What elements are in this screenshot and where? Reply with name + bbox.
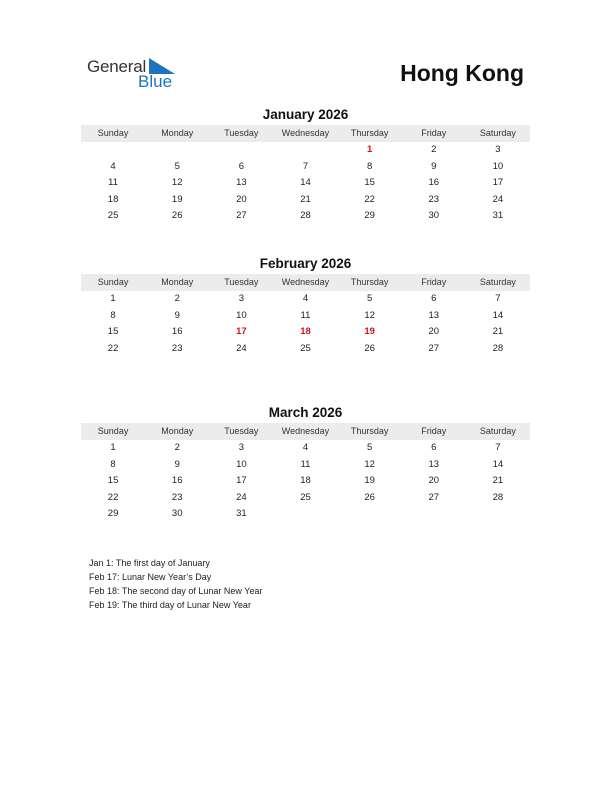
day-cell: 16 xyxy=(171,326,183,337)
day-cell: 10 xyxy=(236,309,247,321)
empty-day-cell xyxy=(402,506,466,523)
day-cell: 14 xyxy=(492,309,504,321)
empty-day-cell xyxy=(209,142,273,159)
holiday-note: Feb 19: The third day of Lunar New Year xyxy=(89,600,251,610)
day-cell: 18 xyxy=(107,193,119,205)
week-row xyxy=(81,291,530,308)
day-cell: 13 xyxy=(428,458,440,470)
week-row xyxy=(81,473,530,490)
weekday-label: Sunday xyxy=(97,128,129,138)
day-cell: 18 xyxy=(300,475,311,486)
day-cell: 26 xyxy=(171,210,183,221)
week-row xyxy=(81,440,530,457)
day-cell: 2 xyxy=(431,144,437,155)
holiday-day-cell: 18 xyxy=(300,326,311,337)
day-cell: 7 xyxy=(495,442,501,453)
weekday-label: Monday xyxy=(161,128,194,138)
month-grid xyxy=(81,440,530,523)
day-cell: 21 xyxy=(492,475,504,486)
week-row xyxy=(81,175,530,192)
generalblue-logo xyxy=(87,57,187,91)
day-cell: 27 xyxy=(236,210,247,221)
day-cell: 2 xyxy=(174,293,180,304)
day-cell: 31 xyxy=(492,210,504,221)
day-cell: 7 xyxy=(495,293,501,304)
weekday-label: Sunday xyxy=(97,426,129,436)
day-cell: 8 xyxy=(110,309,116,321)
holiday-note: Feb 17: Lunar New Year’s Day xyxy=(89,572,212,582)
day-cell: 27 xyxy=(428,342,440,354)
day-cell: 28 xyxy=(492,491,504,503)
weekday-label: Monday xyxy=(161,277,194,287)
day-cell: 9 xyxy=(174,309,180,321)
day-cell: 16 xyxy=(171,475,183,486)
day-cell: 30 xyxy=(428,210,440,221)
day-cell: 12 xyxy=(171,177,183,188)
weekday-label: Tuesday xyxy=(224,277,259,287)
day-cell: 28 xyxy=(492,342,504,354)
day-cell: 6 xyxy=(238,160,244,172)
day-cell: 22 xyxy=(107,342,119,354)
day-cell: 4 xyxy=(302,293,309,304)
day-cell: 4 xyxy=(302,442,309,453)
week-row xyxy=(81,490,530,507)
weekday-label: Thursday xyxy=(350,277,389,287)
holiday-day-cell: 1 xyxy=(366,144,373,155)
empty-day-cell xyxy=(466,506,530,523)
day-cell: 14 xyxy=(492,458,504,470)
day-cell: 22 xyxy=(364,193,375,205)
holiday-note: Feb 18: The second day of Lunar New Year xyxy=(89,586,263,596)
day-cell: 15 xyxy=(364,177,375,188)
weekday-header xyxy=(81,274,530,291)
weekday-label: Tuesday xyxy=(224,128,259,138)
week-row xyxy=(81,308,530,325)
empty-day-cell xyxy=(338,506,402,523)
weekday-label: Wednesday xyxy=(281,426,330,436)
day-cell: 3 xyxy=(238,293,244,304)
day-cell: 17 xyxy=(236,475,247,486)
day-cell: 5 xyxy=(366,293,373,304)
weekday-label: Saturday xyxy=(479,426,516,436)
weekday-header xyxy=(81,423,530,440)
day-cell: 30 xyxy=(171,508,183,519)
weekday-label: Sunday xyxy=(97,277,129,287)
day-cell: 25 xyxy=(107,210,119,221)
day-cell: 17 xyxy=(492,177,504,188)
logo-word-general: General xyxy=(87,57,147,76)
weekday-label: Monday xyxy=(161,426,194,436)
day-cell: 5 xyxy=(366,442,373,453)
day-cell: 25 xyxy=(300,342,311,354)
day-cell: 11 xyxy=(300,309,311,321)
empty-day-cell xyxy=(81,142,145,159)
day-cell: 2 xyxy=(174,442,180,453)
month-grid xyxy=(81,291,530,357)
day-cell: 21 xyxy=(492,326,504,337)
weekday-label: Friday xyxy=(421,128,447,138)
day-cell: 23 xyxy=(171,342,183,354)
day-cell: 23 xyxy=(171,491,183,503)
month-calendar-march xyxy=(81,404,530,523)
holiday-notes xyxy=(89,556,262,612)
day-cell: 15 xyxy=(107,326,119,337)
holiday-note: Jan 1: The first day of January xyxy=(89,558,210,568)
day-cell: 24 xyxy=(492,193,504,205)
weekday-label: Saturday xyxy=(479,277,516,287)
day-cell: 26 xyxy=(364,342,375,354)
weekday-label: Wednesday xyxy=(281,128,330,138)
day-cell: 11 xyxy=(300,458,311,470)
day-cell: 20 xyxy=(428,326,440,337)
weekday-label: Friday xyxy=(421,426,447,436)
day-cell: 4 xyxy=(110,160,116,172)
day-cell: 13 xyxy=(428,309,440,321)
week-row xyxy=(81,457,530,474)
day-cell: 8 xyxy=(110,458,116,470)
month-title: January 2026 xyxy=(262,107,349,122)
week-row xyxy=(81,208,530,225)
day-cell: 24 xyxy=(236,491,247,503)
day-cell: 27 xyxy=(428,491,440,503)
day-cell: 3 xyxy=(238,442,244,453)
day-cell: 6 xyxy=(431,442,437,453)
day-cell: 22 xyxy=(107,491,119,503)
day-cell: 19 xyxy=(364,475,375,486)
day-cell: 25 xyxy=(300,491,311,503)
empty-day-cell xyxy=(273,506,337,523)
weekday-label: Thursday xyxy=(350,426,389,436)
country-title: Hong Kong xyxy=(400,60,524,86)
day-cell: 7 xyxy=(302,160,309,172)
day-cell: 20 xyxy=(428,475,440,486)
day-cell: 13 xyxy=(236,177,247,188)
day-cell: 9 xyxy=(174,458,180,470)
day-cell: 24 xyxy=(236,342,247,354)
weekday-label: Wednesday xyxy=(281,277,330,287)
holiday-day-cell: 17 xyxy=(236,326,247,337)
holiday-day-cell: 19 xyxy=(364,326,375,337)
empty-day-cell xyxy=(273,142,337,159)
day-cell: 29 xyxy=(107,508,119,519)
day-cell: 16 xyxy=(428,177,440,188)
day-cell: 1 xyxy=(110,442,116,453)
day-cell: 28 xyxy=(300,210,311,221)
weekday-label: Tuesday xyxy=(224,426,259,436)
month-calendar-january xyxy=(81,106,530,225)
day-cell: 12 xyxy=(364,458,375,470)
month-grid xyxy=(81,142,530,225)
day-cell: 21 xyxy=(300,193,311,205)
day-cell: 14 xyxy=(300,177,311,188)
day-cell: 29 xyxy=(364,210,375,221)
day-cell: 11 xyxy=(108,177,118,188)
day-cell: 20 xyxy=(236,193,247,205)
week-row xyxy=(81,192,530,209)
month-title: March 2026 xyxy=(268,405,343,420)
empty-day-cell xyxy=(145,142,209,159)
week-row xyxy=(81,159,530,176)
week-row xyxy=(81,341,530,358)
day-cell: 12 xyxy=(364,309,375,321)
day-cell: 31 xyxy=(236,508,247,519)
day-cell: 10 xyxy=(492,160,504,172)
day-cell: 1 xyxy=(110,293,116,304)
day-cell: 19 xyxy=(171,193,183,205)
day-cell: 6 xyxy=(431,293,437,304)
weekday-label: Thursday xyxy=(350,128,389,138)
day-cell: 5 xyxy=(174,160,180,172)
day-cell: 3 xyxy=(495,144,501,155)
day-cell: 26 xyxy=(364,491,375,503)
day-cell: 9 xyxy=(431,160,437,172)
month-calendar-february xyxy=(81,255,530,357)
day-cell: 10 xyxy=(236,458,247,470)
week-row xyxy=(81,506,530,523)
weekday-header xyxy=(81,125,530,142)
day-cell: 23 xyxy=(428,193,440,205)
weekday-label: Saturday xyxy=(479,128,516,138)
month-title: February 2026 xyxy=(259,256,352,271)
logo-word-blue: Blue xyxy=(138,72,173,91)
day-cell: 8 xyxy=(366,160,373,172)
week-row xyxy=(81,142,530,159)
week-row xyxy=(81,324,530,341)
weekday-label: Friday xyxy=(421,277,447,287)
day-cell: 15 xyxy=(107,475,119,486)
